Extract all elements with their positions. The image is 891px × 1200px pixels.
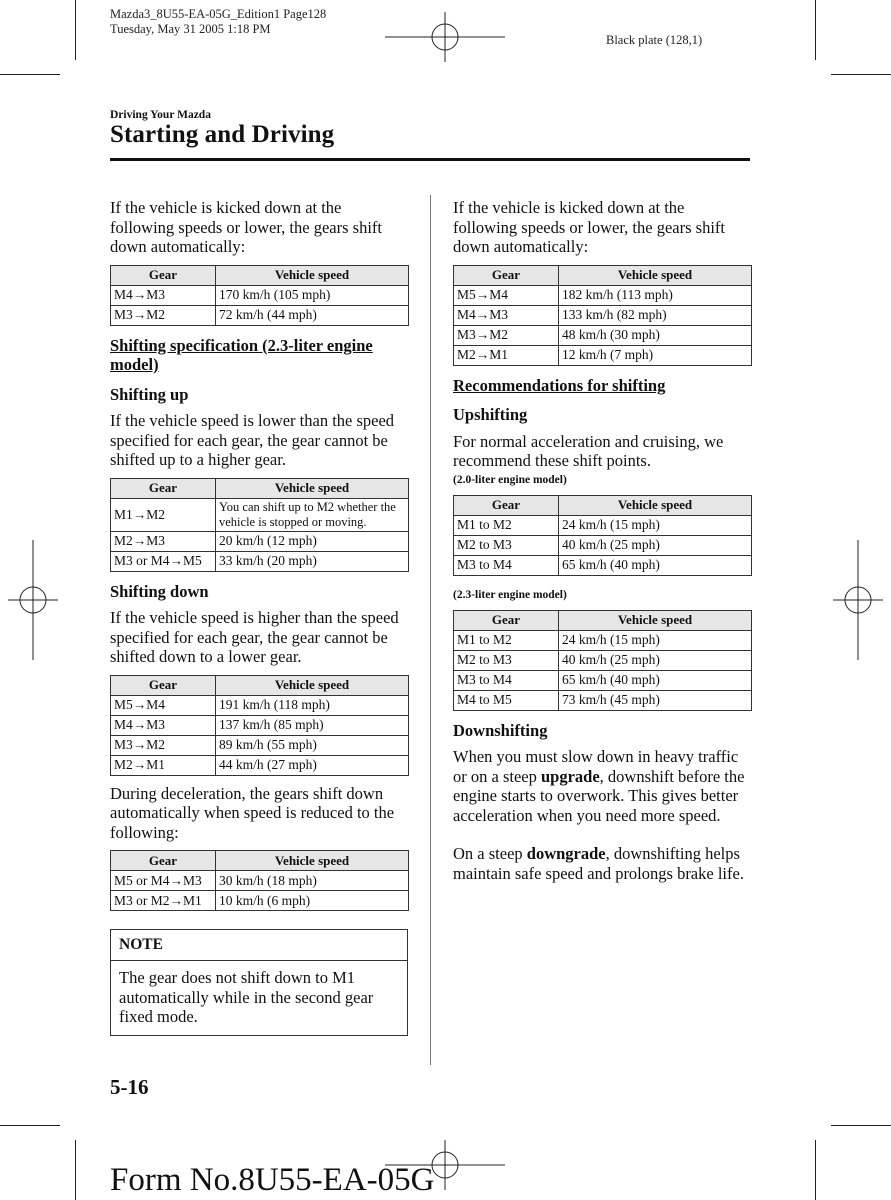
gear-cell: M2 to M3 xyxy=(454,535,559,555)
right-table-upshift-20 xyxy=(453,495,752,576)
column-header: Gear xyxy=(111,675,216,695)
speed-cell: 133 km/h (82 mph) xyxy=(559,305,752,325)
gear-cell: M1 to M2 xyxy=(454,515,559,535)
title-rule xyxy=(110,158,750,161)
speed-cell: 10 km/h (6 mph) xyxy=(216,891,409,911)
gear-cell: M3→M2 xyxy=(111,305,216,325)
text-run: , downshifting helps maintain safe speed and prolongs brake life. xyxy=(453,844,744,883)
right-intro: If the vehicle is kicked down at the following speeds or lower, the gears shift down automatically: xyxy=(453,198,725,256)
table-row xyxy=(454,650,752,670)
gear-cell: M4→M3 xyxy=(111,715,216,735)
table-row xyxy=(454,325,752,345)
column-header: Vehicle speed xyxy=(216,265,409,285)
table-header-row xyxy=(454,265,752,285)
column-header: Vehicle speed xyxy=(216,478,409,498)
print-slug xyxy=(110,7,326,37)
crop-mark-top-left-h xyxy=(0,74,60,75)
gear-cell: M2 to M3 xyxy=(454,650,559,670)
left-table-deceleration xyxy=(110,850,409,911)
table-row xyxy=(111,715,409,735)
shifting-up-heading: Shifting up xyxy=(110,384,189,404)
column-header: Gear xyxy=(111,265,216,285)
note-box xyxy=(110,929,408,1036)
registration-mark-left xyxy=(8,540,58,660)
downshifting-heading: Downshifting xyxy=(453,720,548,740)
crop-mark-top-left xyxy=(75,0,76,60)
speed-cell: 191 km/h (118 mph) xyxy=(216,695,409,715)
speed-cell: 137 km/h (85 mph) xyxy=(216,715,409,735)
speed-cell: 30 km/h (18 mph) xyxy=(216,871,409,891)
column-header: Vehicle speed xyxy=(559,265,752,285)
upshifting-heading: Upshifting xyxy=(453,405,528,424)
form-number: Form No.8U55-EA-05G xyxy=(110,1162,435,1198)
speed-cell: 65 km/h (40 mph) xyxy=(559,555,752,575)
gear-cell: M3 to M4 xyxy=(454,555,559,575)
shifting-up-text: If the vehicle speed is lower than the speed specified for each gear, the gear cannot be shifted up to a higher gear. xyxy=(110,411,395,469)
speed-cell: 24 km/h (15 mph) xyxy=(559,515,752,535)
table-row xyxy=(111,498,409,531)
table-row xyxy=(454,515,752,535)
table-row xyxy=(454,630,752,650)
table-header-row xyxy=(111,675,409,695)
gear-cell: M1→M2 xyxy=(111,498,216,531)
emphasis-downgrade: downgrade xyxy=(526,844,606,863)
left-table-shift-up xyxy=(110,478,409,572)
text-run: When you must slow down in heavy traffic or on a steep xyxy=(453,747,739,786)
speed-cell: 65 km/h (40 mph) xyxy=(559,670,752,690)
table-row xyxy=(454,345,752,365)
downshifting-text-2 xyxy=(453,844,751,883)
speed-cell: 73 km/h (45 mph) xyxy=(559,690,752,710)
table-row xyxy=(111,735,409,755)
table-row xyxy=(454,690,752,710)
page-title: Starting and Driving xyxy=(110,121,335,148)
slug-file: Mazda3_8U55-EA-05G_Edition1 Page128 xyxy=(110,7,327,21)
crop-mark-bottom-right xyxy=(815,1140,816,1200)
note-heading: NOTE xyxy=(111,930,407,961)
crop-mark-bottom-left xyxy=(75,1140,76,1200)
table-row xyxy=(454,535,752,555)
gear-cell: M4→M3 xyxy=(111,285,216,305)
table-row xyxy=(111,305,409,325)
gear-cell: M3 or M2→M1 xyxy=(111,891,216,911)
upshifting-text: For normal acceleration and cruising, we recommend these shift points. xyxy=(453,431,724,470)
column-header: Vehicle speed xyxy=(216,675,409,695)
table-row xyxy=(111,531,409,551)
gear-cell: M5 or M4→M3 xyxy=(111,871,216,891)
column-divider xyxy=(430,195,431,1065)
gear-cell: M3→M2 xyxy=(454,325,559,345)
registration-mark-right xyxy=(833,540,883,660)
slug-plate: Black plate (128,1) xyxy=(606,33,703,47)
column-header: Gear xyxy=(454,265,559,285)
left-column xyxy=(110,198,408,1036)
column-header: Gear xyxy=(111,478,216,498)
downshifting-text-1 xyxy=(453,747,751,825)
crop-mark-bottom-left-h xyxy=(0,1125,60,1126)
table-row xyxy=(111,755,409,775)
gear-cell: M3→M2 xyxy=(111,735,216,755)
emphasis-upgrade: upgrade xyxy=(540,766,600,786)
shifting-down-heading: Shifting down xyxy=(110,581,209,601)
column-header: Gear xyxy=(454,495,559,515)
table-header-row xyxy=(454,610,752,630)
model-23-label: (2.3-liter engine model) xyxy=(453,588,567,601)
column-header: Vehicle speed xyxy=(559,610,752,630)
gear-cell: M2→M1 xyxy=(111,755,216,775)
table-row xyxy=(111,891,409,911)
registration-mark-top xyxy=(385,12,505,62)
deceleration-text: During deceleration, the gears shift down automatically when speed is reduced to the following: xyxy=(110,783,395,842)
crop-mark-top-right xyxy=(815,0,816,60)
text-run: On a steep xyxy=(453,844,527,863)
model-20-label: (2.0-liter engine model) xyxy=(453,473,567,486)
table-row xyxy=(454,305,752,325)
crop-mark-top-right-h xyxy=(831,74,891,75)
speed-cell: 33 km/h (20 mph) xyxy=(216,551,409,571)
right-table-kickdown xyxy=(453,265,752,366)
right-column xyxy=(453,198,751,883)
table-header-row xyxy=(111,478,409,498)
speed-cell: 12 km/h (7 mph) xyxy=(559,345,752,365)
speed-cell: 89 km/h (55 mph) xyxy=(216,735,409,755)
table-row xyxy=(454,670,752,690)
table-header-row xyxy=(111,851,409,871)
speed-cell: 24 km/h (15 mph) xyxy=(559,630,752,650)
table-row xyxy=(111,871,409,891)
gear-cell: M5→M4 xyxy=(111,695,216,715)
table-row xyxy=(111,551,409,571)
gear-cell: M2→M3 xyxy=(111,531,216,551)
speed-cell: 72 km/h (44 mph) xyxy=(216,305,409,325)
right-table-upshift-23 xyxy=(453,610,752,711)
text-run: , downshift before the engine starts to overwork. This gives better acceleration when you need more speed. xyxy=(453,766,745,825)
gear-cell: M1 to M2 xyxy=(454,630,559,650)
speed-cell: 40 km/h (25 mph) xyxy=(559,650,752,670)
gear-cell: M3 or M4→M5 xyxy=(111,551,216,571)
left-intro: If the vehicle is kicked down at the following speeds or lower, the gears shift down automatically: xyxy=(110,198,382,256)
slug-date: Tuesday, May 31 2005 1:18 PM xyxy=(110,22,271,36)
speed-cell: 44 km/h (27 mph) xyxy=(216,755,409,775)
table-row xyxy=(454,285,752,305)
gear-cell: M4→M3 xyxy=(454,305,559,325)
left-table-shift-down xyxy=(110,675,409,776)
column-header: Vehicle speed xyxy=(559,495,752,515)
column-header: Vehicle speed xyxy=(216,851,409,871)
table-row xyxy=(111,695,409,715)
gear-cell: M5→M4 xyxy=(454,285,559,305)
table-row xyxy=(454,555,752,575)
gear-cell: M4 to M5 xyxy=(454,690,559,710)
table-header-row xyxy=(454,495,752,515)
column-header: Gear xyxy=(111,851,216,871)
speed-cell: You can shift up to M2 whether the vehicle is stopped or moving. xyxy=(216,498,409,531)
section-label: Driving Your Mazda xyxy=(110,109,211,121)
speed-cell: 20 km/h (12 mph) xyxy=(216,531,409,551)
recommendations-heading: Recommendations for shifting xyxy=(453,375,666,395)
shifting-down-text: If the vehicle speed is higher than the speed specified for each gear, the gear cannot be shifted down to a lower gear. xyxy=(110,608,399,666)
table-row xyxy=(111,285,409,305)
speed-cell: 48 km/h (30 mph) xyxy=(559,325,752,345)
speed-cell: 182 km/h (113 mph) xyxy=(559,285,752,305)
crop-mark-bottom-right-h xyxy=(831,1125,891,1126)
column-header: Gear xyxy=(454,610,559,630)
speed-cell: 170 km/h (105 mph) xyxy=(216,285,409,305)
left-table-kickdown xyxy=(110,265,409,326)
gear-cell: M3 to M4 xyxy=(454,670,559,690)
shifting-spec-heading: Shifting specification (2.3-liter engine model) xyxy=(110,335,373,374)
note-text: The gear does not shift down to M1 automatically while in the second gear fixed mode. xyxy=(119,968,374,1026)
gear-cell: M2→M1 xyxy=(454,345,559,365)
speed-cell: 40 km/h (25 mph) xyxy=(559,535,752,555)
table-header-row xyxy=(111,265,409,285)
page-number: 5-16 xyxy=(110,1075,149,1099)
